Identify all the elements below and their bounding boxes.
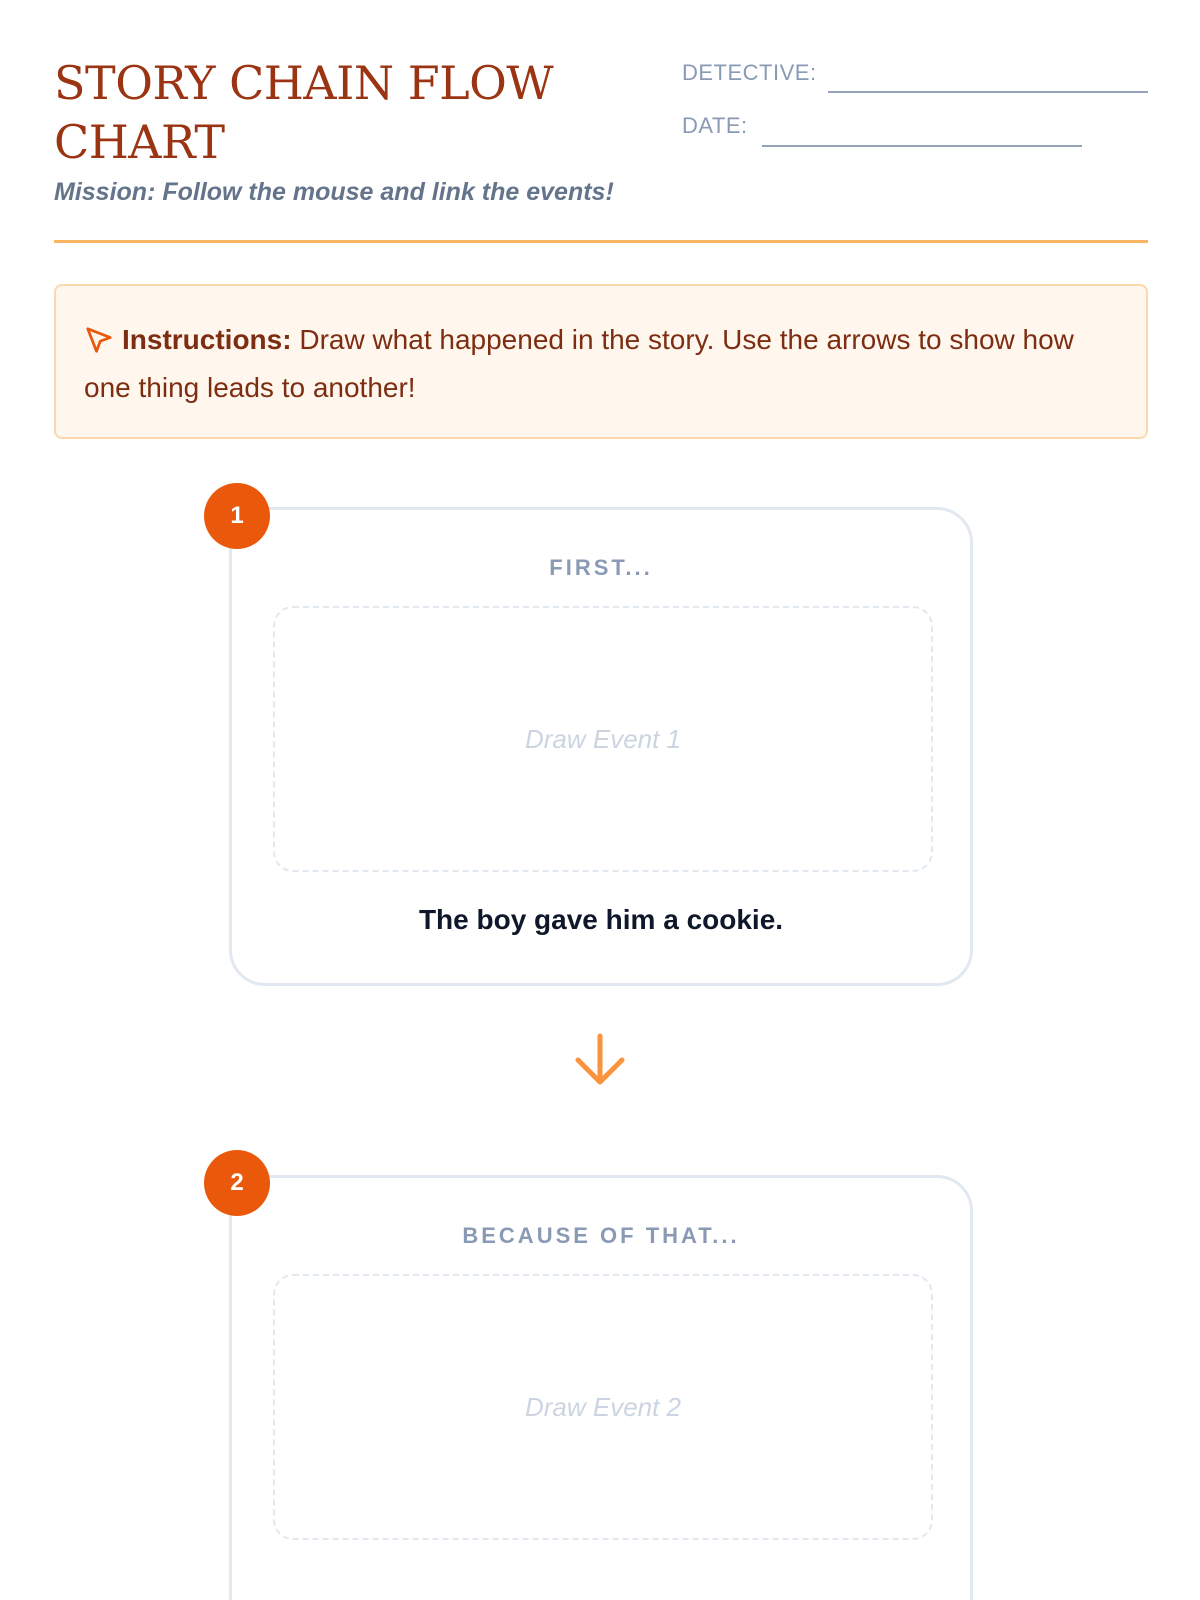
- cursor-arrow-icon: [84, 325, 114, 355]
- instructions-box: [54, 284, 1148, 439]
- arrow-down-icon: [572, 1030, 628, 1090]
- drawing-placeholder: Draw Event 1: [524, 723, 682, 754]
- step-label: BECAUSE OF THAT...: [462, 1223, 740, 1248]
- mission-subtitle: Mission: Follow the mouse and link the events!: [54, 178, 614, 206]
- instructions-heading: Instructions:: [122, 324, 292, 355]
- detective-label: DETECTIVE:: [682, 60, 817, 85]
- drawing-placeholder: Draw Event 2: [524, 1391, 682, 1422]
- date-input-line[interactable]: [762, 145, 1082, 147]
- drawing-area[interactable]: [273, 1274, 933, 1540]
- detective-input-line[interactable]: [828, 91, 1148, 93]
- step-label: FIRST...: [549, 555, 653, 580]
- page-title: STORY CHAIN FLOW CHART: [54, 56, 554, 169]
- drawing-area[interactable]: [273, 606, 933, 872]
- date-label: DATE:: [682, 113, 748, 138]
- event-text: The boy gave him a cookie.: [418, 904, 784, 935]
- step-card-2: [229, 1175, 973, 1600]
- instructions-text: Draw what happened in the story. Use the arrows to show how one thing leads to another!: [84, 324, 1074, 403]
- step-card-1: [229, 507, 973, 986]
- step-number-badge: 2: [204, 1150, 270, 1216]
- header-divider: [54, 240, 1148, 243]
- step-number-badge: 1: [204, 483, 270, 549]
